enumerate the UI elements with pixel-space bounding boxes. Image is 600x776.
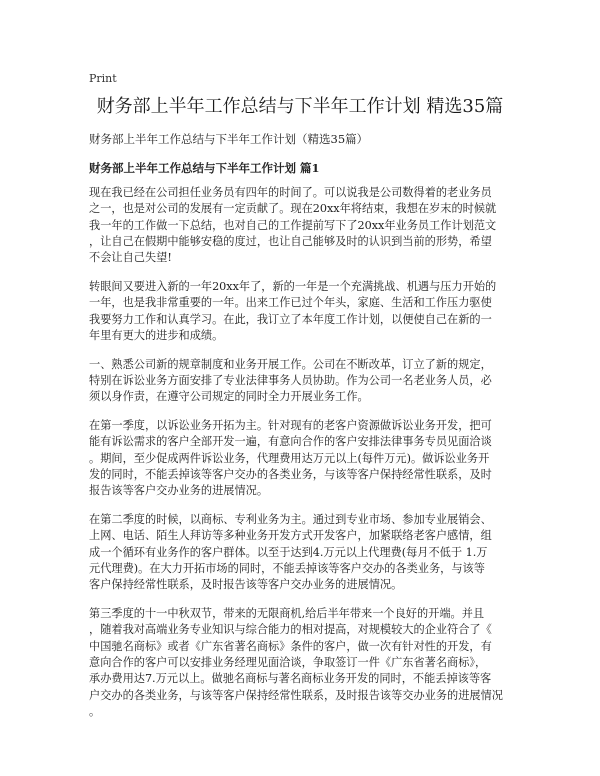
section-heading: 财务部上半年工作总结与下半年工作计划 篇1 [89, 161, 320, 175]
body-paragraph [89, 279, 519, 344]
body-paragraph [89, 357, 519, 406]
paragraph-line: 承办费用达7.万元以上。做驰名商标与著名商标业务开发的同时，不能丢掉该等客 [89, 672, 492, 686]
paragraph-line: 元代理费)。在大力开拓市场的同时，不能丢掉该等客户交办的各类业务，与该等 [89, 561, 485, 575]
body-paragraph [89, 512, 519, 593]
paragraph-line: 在第一季度，以诉讼业务开拓为主。针对现有的老客户资源做诉讼业务开发，把可 [89, 419, 492, 433]
paragraph-line: ，让自己在假期中能够安稳的度过，也让自己能够及时的认识到当前的形势，希望 [89, 234, 492, 248]
paragraph-line: 之一，也是对公司的发展有一定贡献了。现在20xx年将结束，我想在岁末的时候就 [89, 202, 497, 216]
document-title: 财务部上半年工作总结与下半年工作计划 精选35篇 [96, 96, 504, 117]
paragraph-line: 现在我已经在公司担任业务员有四年的时间了。可以说我是公司数得着的老业务员 [89, 186, 492, 199]
paragraph-line: 成一个循环有业务作的客户群体。以至于达到4.万元以上代理费(每月不低于 1.万 [89, 545, 488, 559]
body-paragraph [89, 418, 519, 499]
paragraph-line: 户交办的各类业务，与该等客户保持经常性联系，及时报告该等交办业务的进展情况 [89, 688, 503, 702]
paragraph-line: 意向合作的客户可以安排业务经理见面洽谈，争取签订一件《广东省著名商标》， [89, 655, 487, 669]
paragraph-line: 。 [89, 704, 101, 718]
paragraph-line: 一年，也是我非常重要的一年。出来工作已过个年头，家庭、生活和工作压力驱使 [89, 296, 492, 310]
body-paragraph [89, 606, 519, 720]
paragraph-line: 发的同时，不能丢掉该等客户交办的各类业务，与该等客户保持经常性联系，及时 [89, 467, 492, 481]
paragraph-line: 。期间，至少促成两件诉讼业务，代理费用达万元以上(每件万元)。做诉讼业务开 [89, 451, 490, 465]
paragraph-line: 年里有更大的进步和成绩。 [89, 328, 224, 342]
paragraph-line: 我要努力工作和认真学习。在此，我订立了本年度工作计划，以便使自己在新的一 [89, 312, 492, 326]
paragraph-line: 在第二季度的时候，以商标、专利业务为主。通过到专业市场、参加专业展销会、 [89, 513, 492, 527]
paragraph-line: 第三季度的十一中秋双节，带来的无限商机,给后半年带来一个良好的开端。并且 [89, 607, 485, 621]
paragraph-line: 报告该等客户交办业务的进展情况。 [89, 484, 269, 498]
print-link[interactable]: Print [89, 72, 117, 85]
paragraph-line: 转眼间又要进入新的一年20xx年了，新的一年是一个充满挑战、机遇与压力开始的 [89, 279, 497, 293]
paragraph-line: 一、熟悉公司新的规章制度和业务开展工作。公司在不断改革，订立了新的规定， [89, 357, 492, 371]
paragraph-line: 上网、电话、陌生人拜访等多种业务开发方式开发客户，加紧联络老客户感情，组 [89, 529, 492, 543]
paragraph-line: 特别在诉讼业务方面安排了专业法律事务人员协助。作为公司一名老业务人员，必 [89, 373, 492, 387]
paragraph-line: ，随着我对高端业务专业知识与综合能力的相对提高，对规模较大的企业符合了《 [89, 623, 492, 637]
paragraph-line: 不会让自己失望! [89, 251, 172, 265]
paragraph-line: 我一年的工作做一下总结，也对自己的工作提前写下了20xx年业务员工作计划范文 [89, 218, 497, 232]
paragraph-line: 须以身作责，在遵守公司规定的同时全力开展业务工作。 [89, 390, 369, 404]
document-subtitle: 财务部上半年工作总结与下半年工作计划（精选35篇） [89, 132, 369, 146]
paragraph-line: 能有诉讼需求的客户全部开发一遍，有意向合作的客户安排法律事务专员见面洽谈 [89, 435, 492, 449]
paragraph-line: 中国驰名商标》或者《广东省著名商标》条件的客户，做一次有针对性的开发，有 [89, 639, 492, 653]
body-paragraph [89, 185, 519, 266]
paragraph-line: 客户保持经常性联系，及时报告该等客户交办业务的进展情况。 [89, 578, 403, 592]
document-body [89, 185, 519, 733]
